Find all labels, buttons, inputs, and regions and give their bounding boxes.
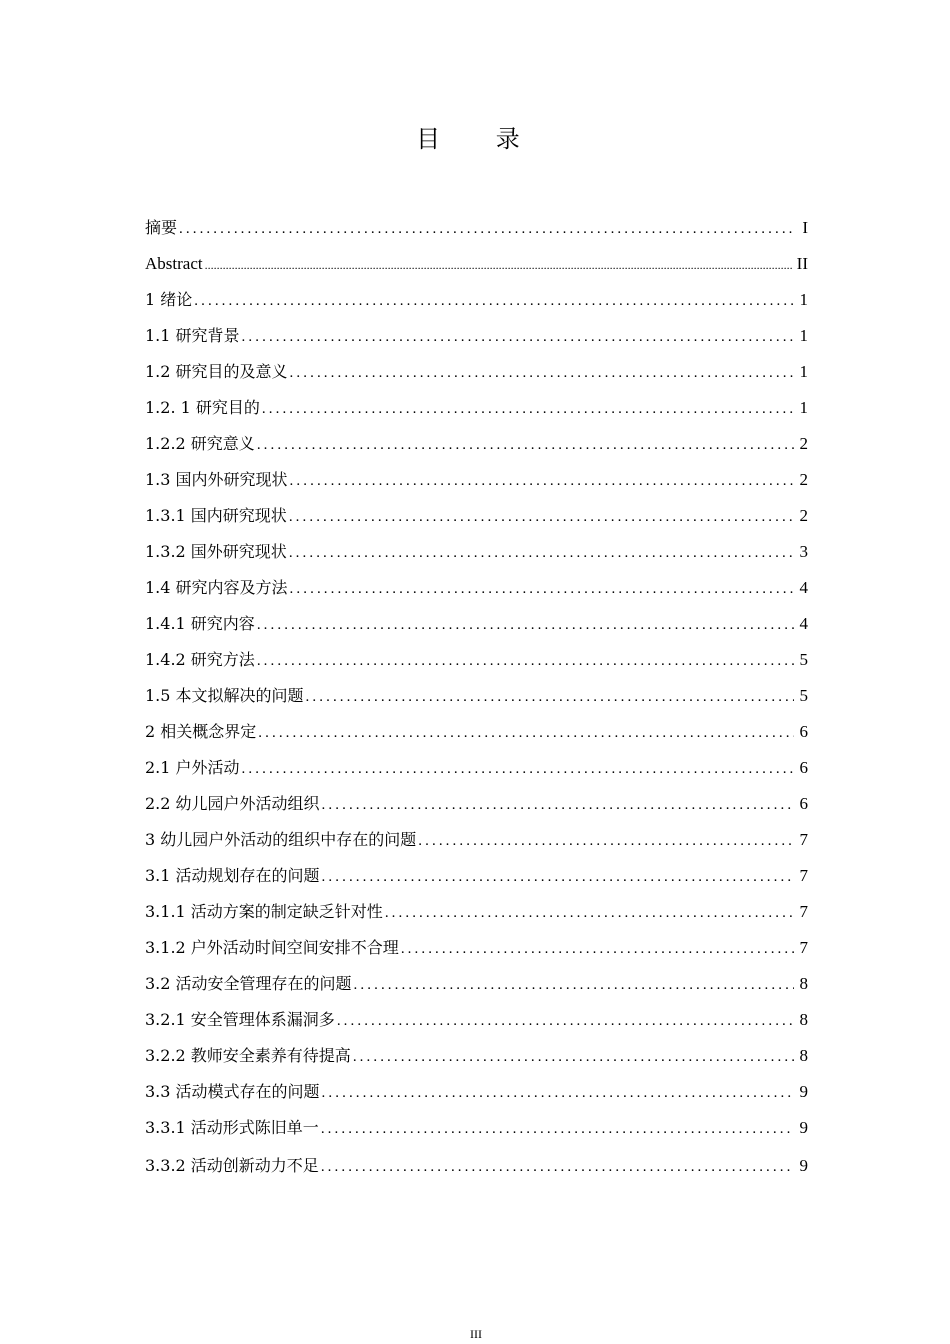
dot-leader: [194, 283, 794, 319]
toc-entry-3-3-2[interactable]: [145, 1146, 808, 1186]
toc-entry-page: 6: [799, 794, 808, 813]
toc-entry-page: 1: [799, 290, 808, 309]
toc-entry-label: 3.3.1 活动形式陈旧单一: [145, 1118, 319, 1137]
toc-entry-label: 1.5 本文拟解决的问题: [145, 686, 304, 705]
toc-entry-3-2-2[interactable]: [145, 1038, 808, 1074]
toc-entry-label: 2.2 幼儿园户外活动组织: [145, 794, 320, 813]
toc-entry-page: 1: [799, 326, 808, 345]
dot-leader: [179, 211, 794, 247]
toc-entry-page: I: [802, 218, 808, 237]
toc-entry-page: 7: [799, 938, 808, 957]
toc-entry-page: 5: [799, 650, 808, 669]
toc-entry-page: 1: [799, 398, 808, 417]
toc-entry-page: 8: [799, 1046, 808, 1065]
toc-entry-3-1-2[interactable]: [145, 930, 808, 966]
toc-entry-1-1[interactable]: [145, 318, 808, 354]
toc-entry-label: 3.3.2 活动创新动力不足: [145, 1156, 319, 1175]
toc-entry-label: 摘要: [145, 218, 178, 237]
toc-entry-label: 1.2.2 研究意义: [145, 434, 255, 453]
toc-entry-page: 2: [799, 506, 808, 525]
toc-entry-label: 1.4.1 研究内容: [145, 614, 255, 633]
dot-leader: [306, 679, 794, 715]
toc-entry-1-4[interactable]: [145, 570, 808, 606]
dot-leader: [322, 859, 794, 895]
page-number: III: [470, 1327, 482, 1341]
toc-entry-page: 9: [799, 1082, 808, 1101]
toc-entry-abstract-en[interactable]: [145, 246, 808, 282]
toc-entry-page: 6: [799, 758, 808, 777]
dot-leader: [337, 1003, 794, 1039]
toc-entry-label: 3 幼儿园户外活动的组织中存在的问题: [145, 830, 417, 849]
toc-entry-3-3[interactable]: [145, 1074, 808, 1110]
toc-entry-page: 6: [799, 722, 808, 741]
toc-entry-page: 9: [799, 1118, 808, 1137]
dot-leader: [242, 751, 794, 787]
toc-entry-2-2[interactable]: [145, 786, 808, 822]
toc-entry-page: 4: [799, 578, 808, 597]
toc-entry-label: 1.2 研究目的及意义: [145, 362, 288, 381]
dot-leader: [418, 823, 794, 859]
toc-entry-abstract-cn[interactable]: [145, 210, 808, 246]
dot-leader: [242, 319, 794, 355]
toc-entry-page: 5: [799, 686, 808, 705]
dot-leader: [322, 787, 794, 823]
toc-entry-label: 3.2 活动安全管理存在的问题: [145, 974, 352, 993]
toc-entry-page: 7: [799, 902, 808, 921]
toc-entry-label: 3.1.1 活动方案的制定缺乏针对性: [145, 902, 383, 921]
dot-leader: [385, 895, 794, 931]
toc-entry-label: 1.3 国内外研究现状: [145, 470, 288, 489]
toc-entry-3-3-1[interactable]: [145, 1110, 808, 1146]
dot-leader: [353, 1039, 794, 1075]
toc-entry-label: 1.4.2 研究方法: [145, 650, 255, 669]
toc-entry-page: 1: [799, 362, 808, 381]
toc-entry-page: 2: [799, 470, 808, 489]
toc-entry-label: 3.1.2 户外活动时间空间安排不合理: [145, 938, 399, 957]
toc-entry-label: 1.3.2 国外研究现状: [145, 542, 287, 561]
toc-entry-1-5[interactable]: [145, 678, 808, 714]
toc-entry-1[interactable]: [145, 282, 808, 318]
toc-entry-label: 3.2.2 教师安全素养有待提高: [145, 1046, 351, 1065]
toc-entry-1-3-2[interactable]: [145, 534, 808, 570]
toc-entry-label: 2 相关概念界定: [145, 722, 257, 741]
dot-leader: [322, 1075, 794, 1111]
toc-entry-1-2[interactable]: [145, 354, 808, 390]
toc-entry-label: 1.1 研究背景: [145, 326, 240, 345]
toc-entry-1-4-1[interactable]: [145, 606, 808, 642]
dot-leader: [205, 247, 793, 283]
toc-entry-page: 2: [799, 434, 808, 453]
toc-entry-page: 7: [799, 866, 808, 885]
toc-entry-label: 1 绪论: [145, 290, 193, 309]
dot-leader: [401, 931, 794, 967]
dot-leader: [262, 391, 794, 427]
toc-entry-label: 1.4 研究内容及方法: [145, 578, 288, 597]
toc-entry-page: 8: [799, 1010, 808, 1029]
toc-entry-label: 3.3 活动模式存在的问题: [145, 1082, 320, 1101]
toc-entry-page: 7: [799, 830, 808, 849]
toc-entry-1-3-1[interactable]: [145, 498, 808, 534]
toc-list: [145, 210, 808, 1186]
toc-entry-page: II: [796, 254, 808, 273]
dot-leader: [257, 427, 794, 463]
toc-entry-label: 3.1 活动规划存在的问题: [145, 866, 320, 885]
dot-leader: [258, 715, 794, 751]
dot-leader: [289, 535, 794, 571]
toc-entry-page: 3: [799, 542, 808, 561]
toc-entry-label: 2.1 户外活动: [145, 758, 240, 777]
dot-leader: [290, 355, 794, 391]
toc-entry-1-3[interactable]: [145, 462, 808, 498]
toc-entry-2[interactable]: [145, 714, 808, 750]
dot-leader: [289, 499, 794, 535]
toc-entry-1-2-2[interactable]: [145, 426, 808, 462]
toc-entry-1-2-1[interactable]: [145, 390, 808, 426]
toc-entry-2-1[interactable]: [145, 750, 808, 786]
dot-leader: [321, 1147, 794, 1187]
toc-entry-3-1[interactable]: [145, 858, 808, 894]
toc-entry-3-2-1[interactable]: [145, 1002, 808, 1038]
toc-entry-label: 1.2. 1 研究目的: [145, 398, 260, 417]
dot-leader: [321, 1111, 794, 1147]
toc-entry-label: 1.3.1 国内研究现状: [145, 506, 287, 525]
toc-entry-1-4-2[interactable]: [145, 642, 808, 678]
toc-entry-page: 9: [799, 1156, 808, 1175]
dot-leader: [257, 643, 794, 679]
dot-leader: [354, 967, 794, 1003]
dot-leader: [257, 607, 794, 643]
dot-leader: [290, 571, 794, 607]
toc-entry-3-1-1[interactable]: [145, 894, 808, 930]
page-title: 目 录: [416, 125, 544, 153]
toc-entry-label: Abstract: [145, 254, 203, 273]
toc-entry-3-2[interactable]: [145, 966, 808, 1002]
toc-entry-3[interactable]: [145, 822, 808, 858]
dot-leader: [290, 463, 794, 499]
toc-entry-label: 3.2.1 安全管理体系漏洞多: [145, 1010, 335, 1029]
toc-entry-page: 4: [799, 614, 808, 633]
toc-entry-page: 8: [799, 974, 808, 993]
